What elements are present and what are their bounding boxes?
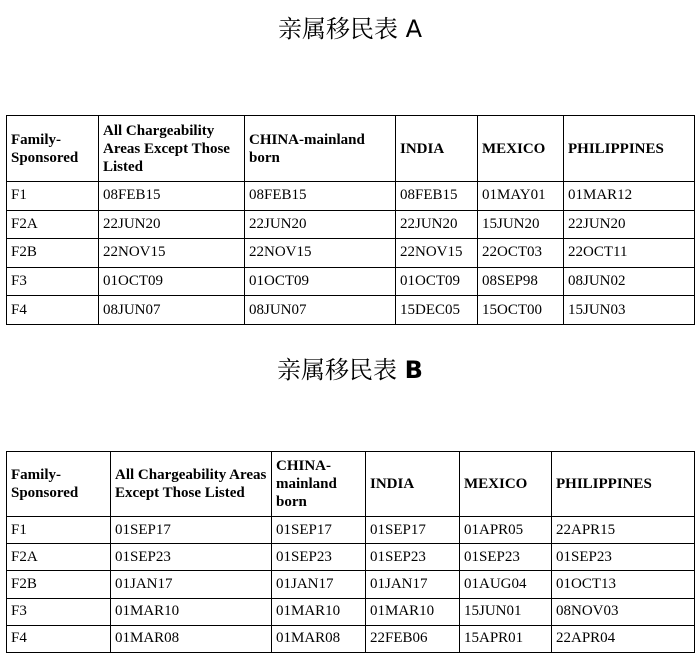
table-cell: 01JAN17: [366, 571, 460, 598]
table-cell: 08JUN07: [245, 296, 396, 325]
header-india: INDIA: [366, 452, 460, 517]
table-cell: 15OCT00: [478, 296, 564, 325]
table-b-title: [0, 355, 700, 385]
table-row: [7, 239, 695, 268]
table-cell: 01MAR12: [564, 182, 695, 211]
table-cell: 22OCT11: [564, 239, 695, 268]
table-cell: F1: [7, 182, 99, 211]
table-cell: 01JAN17: [111, 571, 272, 598]
table-cell: 01MAR08: [272, 625, 366, 652]
table-cell: 01OCT09: [99, 267, 245, 296]
table-cell: 22JUN20: [99, 210, 245, 239]
table-cell: F4: [7, 296, 99, 325]
table-cell: F3: [7, 598, 111, 625]
table-cell: 01SEP23: [460, 544, 552, 571]
table-cell: 01MAR10: [366, 598, 460, 625]
dates-for-filing-table-b: [6, 451, 695, 653]
table-cell: 15JUN20: [478, 210, 564, 239]
header-india: INDIA: [396, 116, 478, 182]
table-b-title-suffix: B: [404, 356, 423, 384]
table-cell: 15JUN01: [460, 598, 552, 625]
final-action-dates-table-a: [6, 115, 695, 325]
table-cell: 01APR05: [460, 517, 552, 544]
table-a-title: [0, 14, 700, 44]
table-row: [7, 210, 695, 239]
table-cell: 01AUG04: [460, 571, 552, 598]
table-cell: 01OCT09: [245, 267, 396, 296]
table-cell: 22NOV15: [99, 239, 245, 268]
table-cell: F2B: [7, 239, 99, 268]
header-all-chargeability: All Chargeability Areas Except Those Listed: [111, 452, 272, 517]
table-cell: 15DEC05: [396, 296, 478, 325]
table-a-title-main: 亲属移民表: [277, 15, 406, 43]
table-cell: 01MAR10: [111, 598, 272, 625]
table-cell: 08FEB15: [396, 182, 478, 211]
table-cell: 01SEP17: [111, 517, 272, 544]
table-cell: 08JUN07: [99, 296, 245, 325]
table-row: [7, 182, 695, 211]
table-row: [7, 267, 695, 296]
table-cell: 22APR15: [552, 517, 695, 544]
table-cell: 01SEP17: [366, 517, 460, 544]
table-cell: 01SEP23: [111, 544, 272, 571]
table-cell: 01OCT13: [552, 571, 695, 598]
table-row: [7, 544, 695, 571]
table-cell: 01SEP23: [366, 544, 460, 571]
table-cell: 15JUN03: [564, 296, 695, 325]
header-china: CHINA-mainland born: [272, 452, 366, 517]
table-cell: 22JUN20: [564, 210, 695, 239]
table-cell: 08JUN02: [564, 267, 695, 296]
table-cell: 01MAY01: [478, 182, 564, 211]
table-cell: F3: [7, 267, 99, 296]
table-b-title-main: 亲属移民表: [277, 356, 405, 384]
header-philippines: PHILIPPINES: [552, 452, 695, 517]
header-family-sponsored: Family-Sponsored: [7, 452, 111, 517]
header-china: CHINA-mainland born: [245, 116, 396, 182]
table-cell: 01JAN17: [272, 571, 366, 598]
table-row: [7, 598, 695, 625]
header-philippines: PHILIPPINES: [564, 116, 695, 182]
table-cell: 08FEB15: [99, 182, 245, 211]
header-mexico: MEXICO: [460, 452, 552, 517]
table-a-title-suffix: A: [405, 15, 423, 43]
table-cell: 22OCT03: [478, 239, 564, 268]
table-cell: F2B: [7, 571, 111, 598]
header-mexico: MEXICO: [478, 116, 564, 182]
table-cell: 01MAR10: [272, 598, 366, 625]
table-cell: 01SEP23: [552, 544, 695, 571]
table-cell: 01MAR08: [111, 625, 272, 652]
table-cell: 08FEB15: [245, 182, 396, 211]
table-header-row: [7, 452, 695, 517]
table-cell: 08SEP98: [478, 267, 564, 296]
table-row: [7, 296, 695, 325]
table-cell: 15APR01: [460, 625, 552, 652]
table-cell: 22NOV15: [396, 239, 478, 268]
table-cell: 01OCT09: [396, 267, 478, 296]
table-cell: F4: [7, 625, 111, 652]
header-all-chargeability: All Chargeability Areas Except Those Listed: [99, 116, 245, 182]
table-cell: 22FEB06: [366, 625, 460, 652]
table-header-row: [7, 116, 695, 182]
table-cell: 22JUN20: [396, 210, 478, 239]
table-cell: F2A: [7, 544, 111, 571]
table-cell: 22APR04: [552, 625, 695, 652]
table-cell: F2A: [7, 210, 99, 239]
table-cell: F1: [7, 517, 111, 544]
table-row: [7, 517, 695, 544]
table-row: [7, 571, 695, 598]
table-cell: 01SEP23: [272, 544, 366, 571]
table-cell: 01SEP17: [272, 517, 366, 544]
table-cell: 22NOV15: [245, 239, 396, 268]
header-family-sponsored: Family-Sponsored: [7, 116, 99, 182]
table-row: [7, 625, 695, 652]
table-cell: 22JUN20: [245, 210, 396, 239]
table-cell: 08NOV03: [552, 598, 695, 625]
